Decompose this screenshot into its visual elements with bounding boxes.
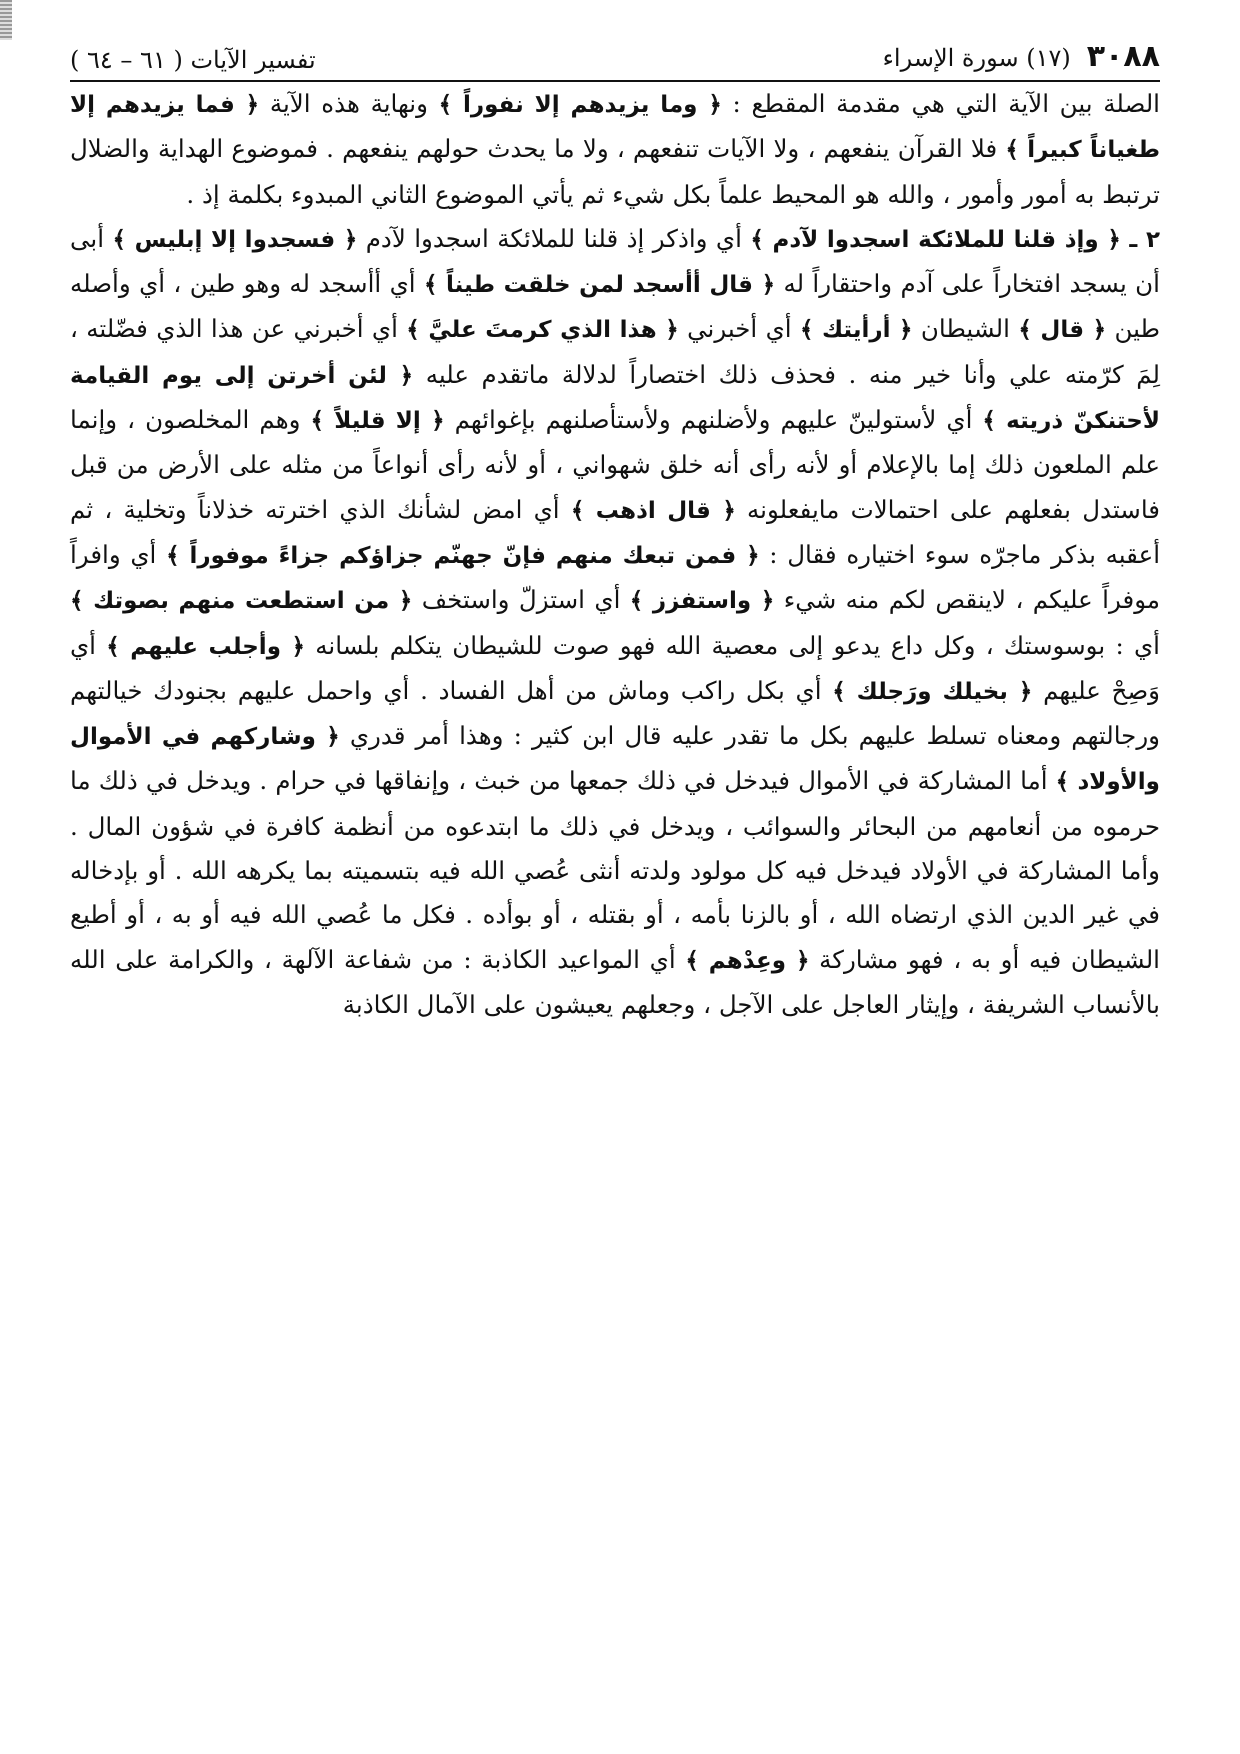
quran-quote: ﴿ فمن تبعك منهم فإنّ جهنّم جزاؤكم جزاءً موفوراً ﴾: [166, 542, 760, 569]
commentary-text: أي وافراً موفراً عليكم ، لاينقص لكم منه شيء: [70, 539, 1160, 615]
commentary-text: أي امض لشأنك الذي اخترته خذلاناً وتخلية ، ثم أعقبه بذكر ماجرّه سوء اختياره فقال :: [70, 494, 1161, 569]
intro-paragraph: [70, 82, 1160, 217]
document-page: [70, 26, 1160, 1726]
quran-quote: ﴿ أرأيتك ﴾: [799, 317, 913, 344]
commentary-text: أبى أن يسجد افتخاراً على آدم واحتقاراً له: [70, 223, 1160, 299]
commentary-text: أي أخبرني: [678, 314, 800, 344]
commentary-text: ونهاية هذه الآية: [259, 89, 439, 118]
page-body: [70, 82, 1160, 1027]
quran-quote: ﴿ واستفزز ﴾: [629, 588, 775, 615]
commentary-text: أي : بوسوستك ، وكل داع يدعو إلى معصية الله فهو صوت للشيطان يتكلم بلسانه: [304, 630, 1160, 660]
commentary-text: أي أأسجد له وهو طين ، أي وأصله طين: [70, 269, 1160, 344]
commentary-text: أي واذكر إذ قلنا للملائكة اسجدوا لآدم: [357, 223, 751, 253]
commentary-text: أي المواعيد الكاذبة : من شفاعة الآلهة ، والكرامة على الله بالأنساب الشريفة ، وإيثار العاجل على الآجل ، وجعلهم يعيشون على الآمال الكاذبة: [70, 944, 1160, 1019]
quran-quote: ﴿ قال ﴾: [1018, 317, 1107, 344]
commentary-text: فلا القرآن ينفعهم ، ولا الآيات تنفعهم ، ولا ما يحدث حولهم ينفعهم . فموضوع الهداية والضلال ترتبط به أمور وأمور ، والله هو المحيط علماً بكل شيء ثم يأتي الموضوع الثاني المبدوء بكلمة إذ .: [70, 134, 1160, 209]
quran-quote: ﴿ قال اذهب ﴾: [570, 497, 736, 524]
quran-quote: ﴿ من استطعت منهم بصوتك ﴾: [70, 588, 413, 615]
commentary-text: الشيطان: [912, 314, 1019, 344]
commentary-text: أما المشاركة في الأموال فيدخل في ذلك جمعها من خبث ، وإنفاقها في حرام . ويدخل في ذلك ما حرموه من أنعامهم من البحائر والسوائب ، ويدخل في ذلك ما ابتدعوه من أنظمة كافرة في شؤون المال . وأما المشاركة في الأولاد فيدخل فيه كل مولود ولدته أنثى عُصي الله فيه بتسميته بما يكرهه الله . أو بإدخاله في غير الدين الذي ارتضاه الله ، أو بالزنا بأمه ، أو بقتله ، أو بوأده . فكل ما عُصي الله فيه أو به ، أو أطيع الشيطان فيه أو به ، فهو مشاركة: [70, 766, 1160, 974]
commentary-text: وهم المخلصون ، وإنما علم الملعون ذلك إما بالإعلام أو لأنه رأى أنه خلق شهواني ، أو لأنه رأى أنواعاً من مثله على الأرض من قبل فاستدل بفعلهم على احتمالات مايفعلونه: [70, 405, 1160, 524]
scan-edge-mark: [0, 0, 12, 40]
quran-quote: ﴿ فسجدوا إلا إبليس ﴾: [112, 226, 358, 253]
header-right-group: [883, 39, 1160, 74]
commentary-text: أي بكل راكب وماش من أهل الفساد . أي واحمل عليهم بجنودك خيالتهم ورجالتهم ومعناه تسلط عليهم بكل ما تقدر عليه قال ابن كثير : وهذا أمر قدري: [70, 675, 1160, 751]
quran-quote: ﴿ لئن أخرتن إلى يوم القيامة لأحتنكنّ ذريته ﴾: [70, 362, 1160, 435]
page-number: ٣٠٨٨: [1086, 39, 1160, 74]
quran-quote: ﴿ هذا الذي كرمتَ عليَّ ﴾: [406, 317, 679, 344]
commentary-text: أي وَصِحْ عليهم: [70, 630, 1160, 705]
quran-quote: ﴿ فما يزيدهم إلا طغياناً كبيراً ﴾: [70, 92, 1160, 164]
quran-quote: ﴿ إلا قليلاً ﴾: [310, 408, 445, 435]
surah-title: (١٧) سورة الإسراء: [882, 44, 1071, 72]
commentary-paragraph: [70, 217, 1160, 1027]
quran-quote: ﴿ وشاركهم في الأموال والأولاد ﴾: [70, 724, 1160, 796]
quran-quote: ﴿ وعِدْهم ﴾: [685, 947, 810, 974]
quran-quote: ﴿ وأجلب عليهم ﴾: [106, 633, 305, 660]
quran-quote: ﴿ وما يزيدهم إلا نفوراً ﴾: [438, 92, 722, 118]
quran-quote: ٢ ـ ﴿ وإذ قلنا للملائكة اسجدوا لآدم ﴾: [750, 226, 1160, 253]
quran-quote: ﴿ بخيلك ورَجلك ﴾: [832, 678, 1033, 705]
commentary-text: أي استزلّ واستخف: [412, 585, 630, 615]
commentary-text: أي أخبرني عن هذا الذي فضّلته ، لِمَ كرّمته علي وأنا خير منه . فحذف ذلك اختصاراً لدلالة ماتقدم عليه: [70, 314, 1160, 389]
commentary-text: أي لأستولينّ عليهم ولأضلنهم ولأستأصلنهم بإغوائهم: [444, 405, 983, 435]
verses-range: تفسير الآيات ( ٦١ – ٦٤ ): [70, 46, 316, 74]
commentary-text: الصلة بين الآية التي هي مقدمة المقطع :: [721, 89, 1160, 118]
quran-quote: ﴿ قال أأسجد لمن خلقت طيناً ﴾: [423, 272, 776, 299]
page-header: [70, 26, 1160, 82]
